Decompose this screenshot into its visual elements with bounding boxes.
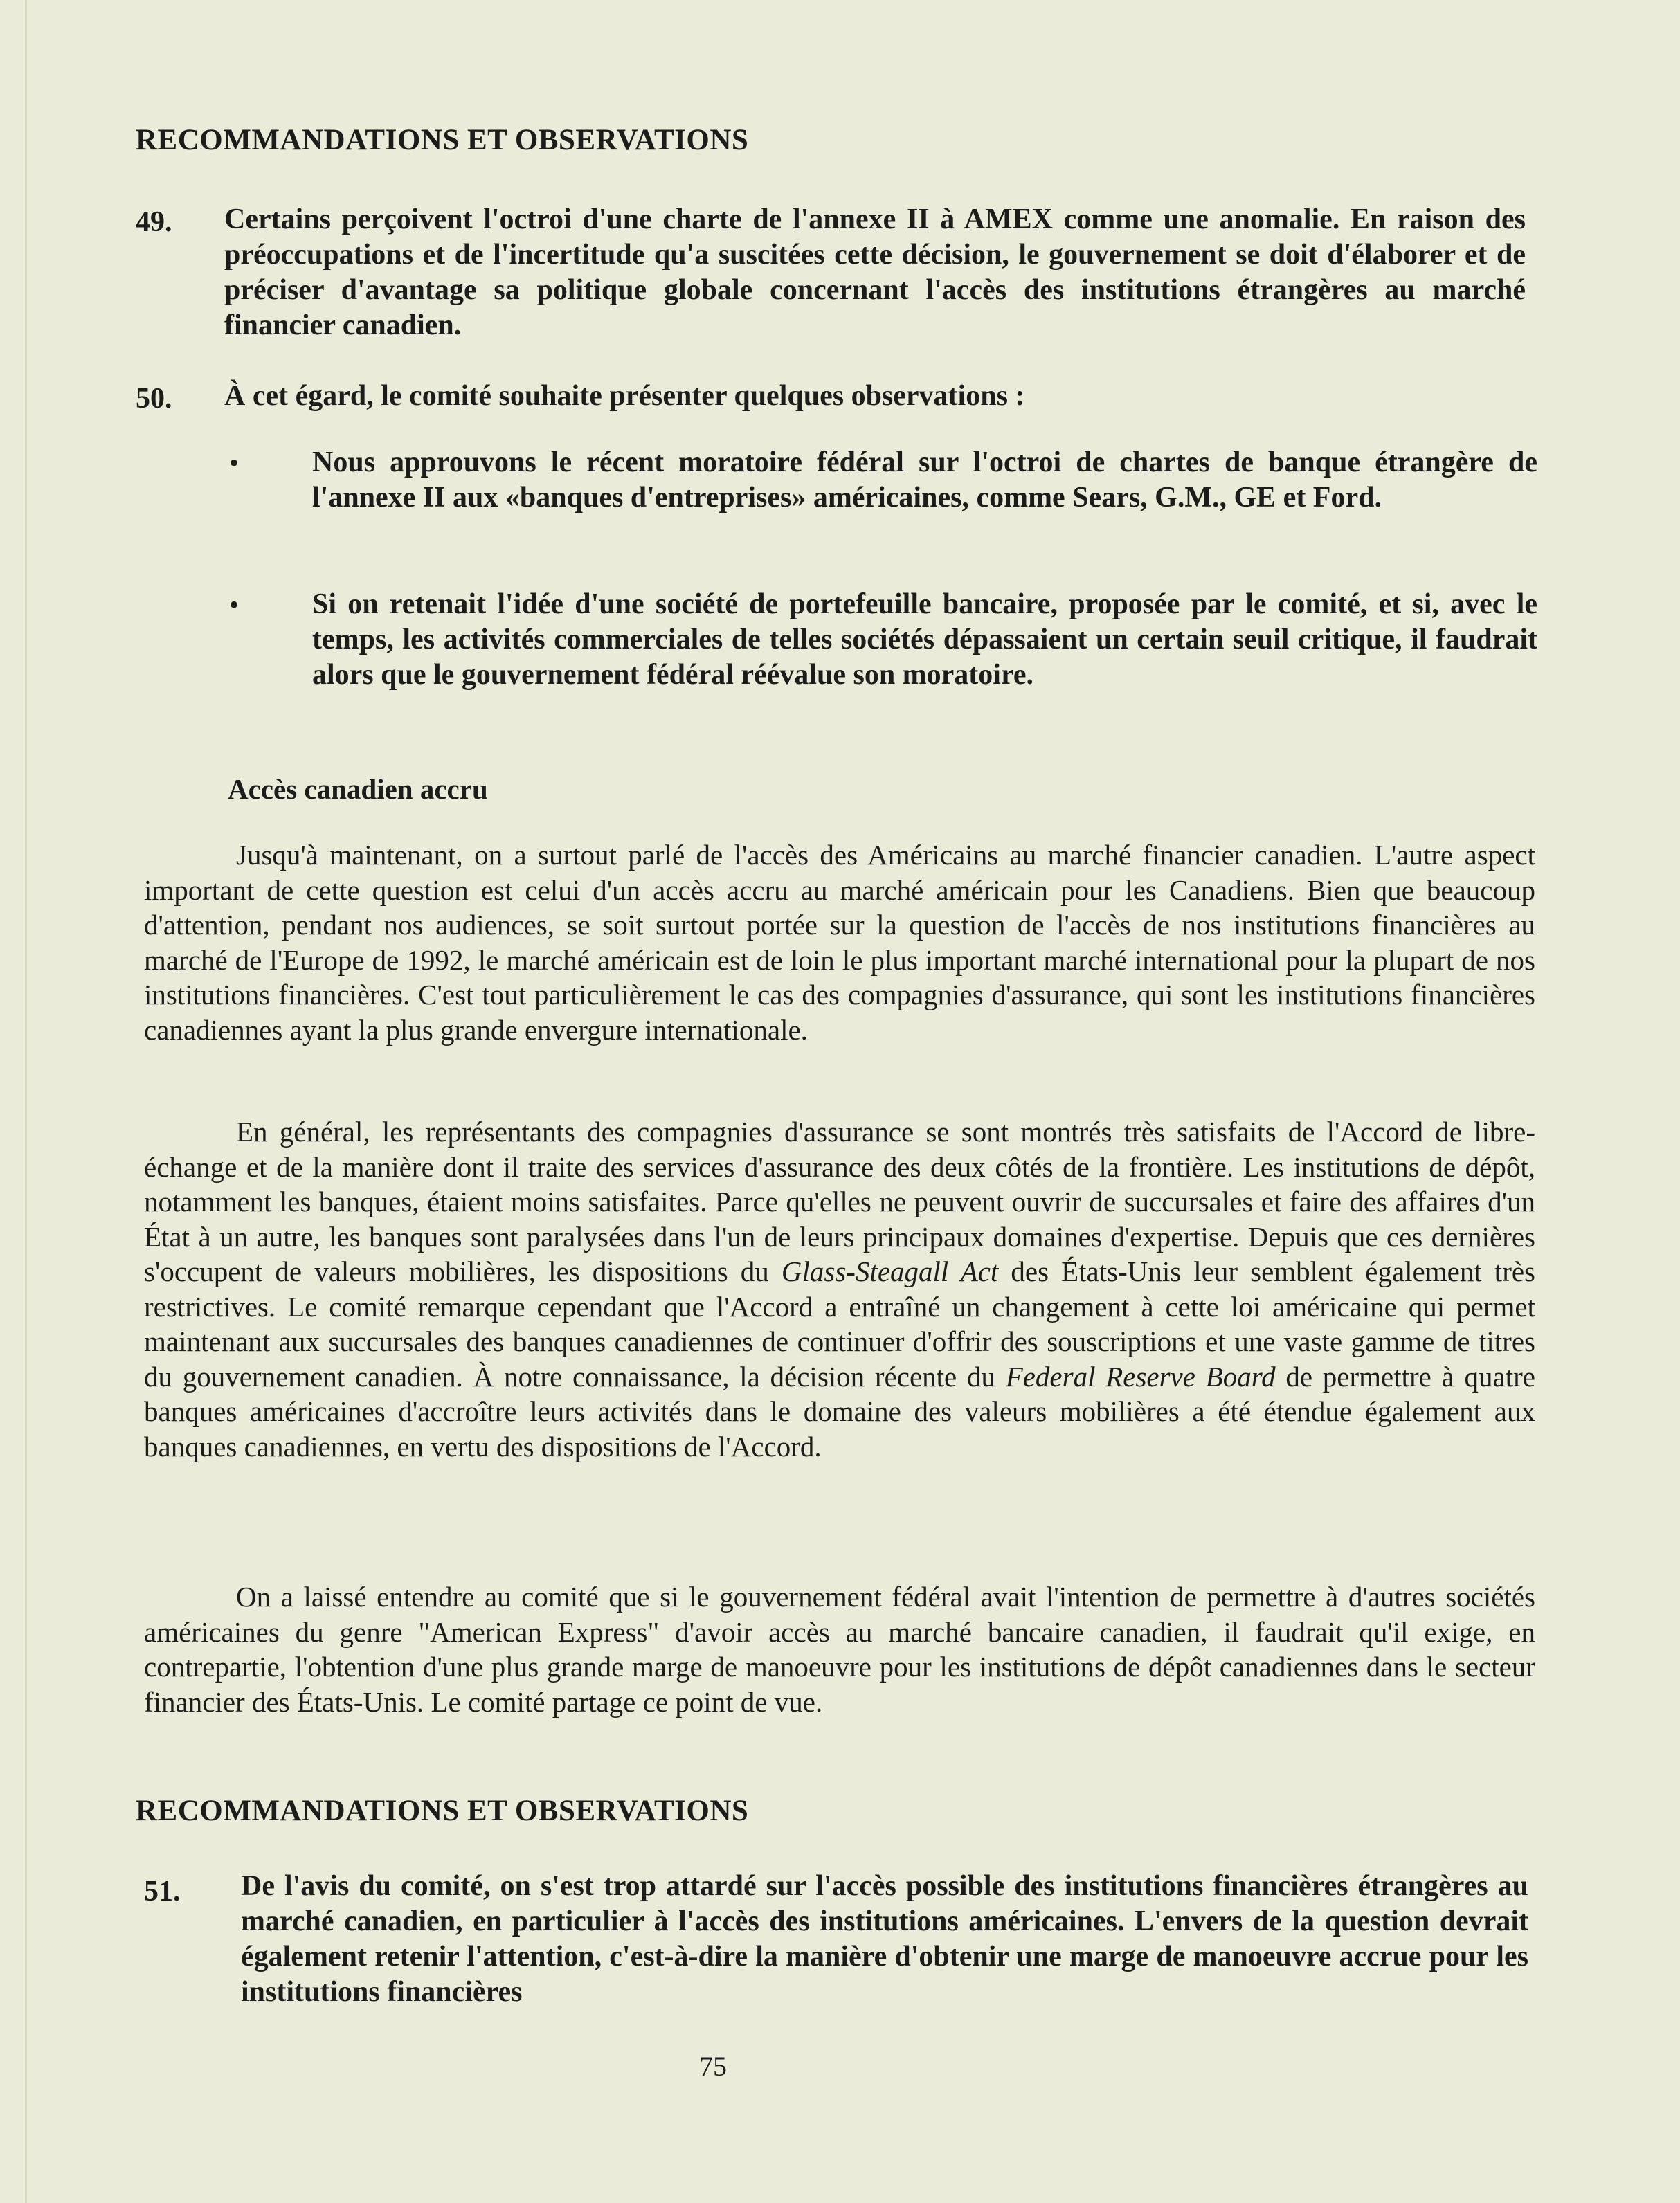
bullet-marker: •: [229, 589, 240, 620]
paragraph: En général, les représentants des compagnies d'assurance se sont montrés très satisfaits de l'Accord de libre-échange et de la manière dont il traite des services d'assurance des deux côtés de la frontière. Les institutions de dépôt, notamment les banques, étaient moins satisfaites. Parce qu'elles ne peuvent ouvrir de succursales et faire des affaires d'un État à un autre, les banques sont paralysées dans l'un de leurs principaux domaines d'expertise. Depuis que ces dernières s'occupent de valeurs mobilières, les dispositions du Glass-Steagall Act des États-Unis leur semblent également très restrictives. Le comité remarque cependant que l'Accord a entraîné un changement à cette loi américaine qui permet maintenant aux succursales des banques canadiennes de continuer d'offrir des souscriptions et une vaste gamme de titres du gouvernement canadien. À notre connaissance, la décision récente du Federal Reserve Board de permettre à quatre banques américaines d'accroître leurs activités dans le domaine des valeurs mobilières a été étendue également aux banques canadiennes, en vertu des dispositions de l'Accord.: [144, 1116, 1536, 1462]
italic-act-name: Glass-Steagall Act: [781, 1255, 999, 1287]
item-number-49: 49.: [136, 206, 172, 238]
recommendation-51: De l'avis du comité, on s'est trop attardé sur l'accès possible des institutions financières étrangères au marché canadien, en particulier à l'accès des institutions américaines. L'envers de la question devrait également retenir l'attention, c'est-à-dire la manière d'obtenir une marge de manoeuvre accrue pour les institutions financières: [241, 1870, 1528, 2008]
paragraph: On a laissé entendre au comité que si le gouvernement fédéral avait l'intention de permettre à d'autres sociétés américaines du genre "American Express" d'avoir accès au marché bancaire canadien, il faudrait qu'il exige, en contrepartie, l'obtention d'une plus grande marge de manoeuvre pour les institutions de dépôt canadiennes dans le secteur financier des États-Unis. Le comité partage ce point de vue.: [144, 1581, 1535, 1718]
italic-board-name: Federal Reserve Board: [1005, 1360, 1276, 1393]
page-content: [136, 0, 1537, 2203]
section-heading: RECOMMANDATIONS ET OBSERVATIONS: [136, 1795, 749, 1827]
bullet-item: Si on retenait l'idée d'une société de portefeuille bancaire, proposée par le comité, et si, avec le temps, les activités commerciales de telles sociétés dépassaient un certain seuil critique, il faudrait alors que le gouvernement fédéral réévalue son moratoire.: [312, 588, 1537, 691]
section-heading: RECOMMANDATIONS ET OBSERVATIONS: [136, 124, 749, 156]
bullet-marker: •: [229, 447, 240, 478]
page-number: 75: [699, 2051, 727, 2082]
bullet-item: Nous approuvons le récent moratoire fédéral sur l'octroi de chartes de banque étrangère de l'annexe II aux «banques d'entreprises» américaines, comme Sears, G.M., GE et Ford.: [312, 446, 1537, 514]
subsection-title: Accès canadien accru: [228, 773, 488, 805]
recommendation-49: Certains perçoivent l'octroi d'une charte de l'annexe II à AMEX comme une anomalie. En raison des préoccupations et de l'incertitude qu'a suscitées cette décision, le gouvernement se doit d'élaborer et de préciser d'avantage sa politique globale concernant l'accès des institutions étrangères au marché financier canadien.: [224, 203, 1526, 341]
recommendation-50: À cet égard, le comité souhaite présenter quelques observations :: [224, 380, 1025, 412]
page-edge: [25, 0, 27, 2203]
item-number-50: 50.: [136, 383, 172, 415]
item-number-51: 51.: [144, 1876, 181, 1907]
paragraph: Jusqu'à maintenant, on a surtout parlé de l'accès des Américains au marché financier canadien. L'autre aspect important de cette question est celui d'un accès accru au marché américain pour les Canadiens. Bien que beaucoup d'attention, pendant nos audiences, se soit surtout portée sur la question de l'accès de nos institutions financières au marché de l'Europe de 1992, le marché américain est de loin le plus important marché international pour la plupart de nos institutions financières. C'est tout particulièrement le cas des compagnies d'assurance, qui sont les institutions financières canadiennes ayant la plus grande envergure internationale.: [144, 839, 1535, 1046]
